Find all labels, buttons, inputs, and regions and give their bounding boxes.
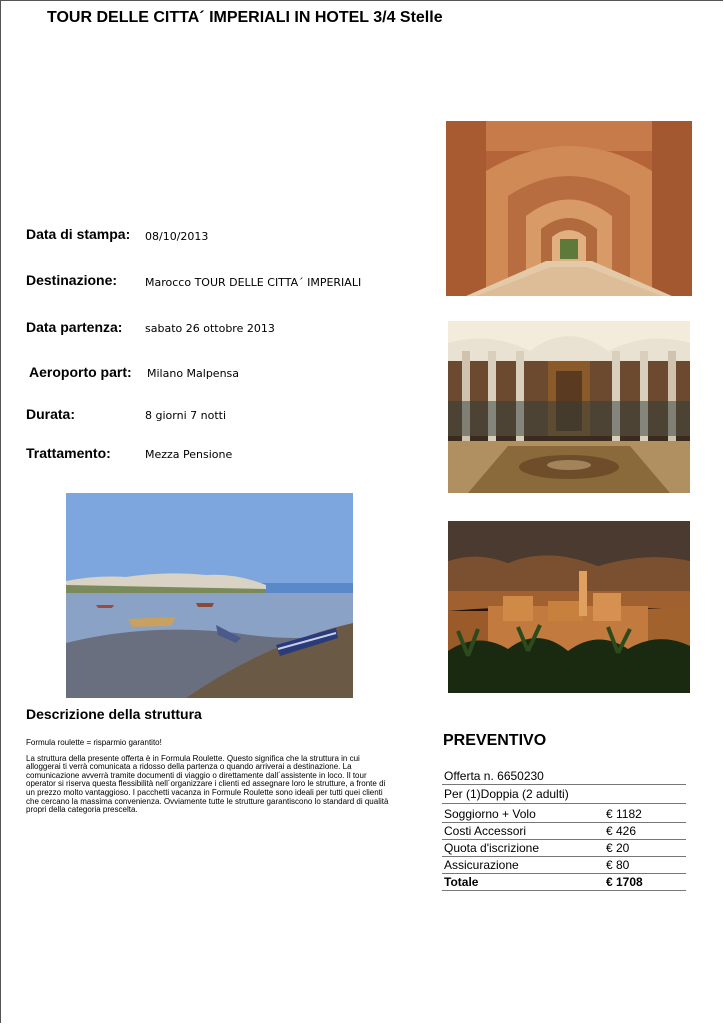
- arches-corridor-photo: [446, 121, 692, 296]
- quote-total-row: [442, 874, 686, 891]
- coastal-boats-photo: [66, 493, 353, 698]
- quote-item-price: € 426: [606, 824, 637, 838]
- description-intro: Formula roulette = risparmio garantito!: [26, 738, 162, 747]
- departure-airport-label: Aeroporto part:: [29, 364, 132, 380]
- quote-room-row: [442, 785, 686, 804]
- departure-date-label: Data partenza:: [26, 319, 123, 335]
- quote-room: Per (1)Doppia (2 adulti): [444, 787, 569, 801]
- print-date-label: Data di stampa:: [26, 226, 131, 242]
- quote-item-name: Assicurazione: [444, 858, 519, 872]
- quote-offer-row: [442, 768, 686, 785]
- departure-date-value: sabato 26 ottobre 2013: [145, 322, 275, 335]
- duration-value: 8 giorni 7 notti: [145, 409, 226, 422]
- departure-airport-value: Milano Malpensa: [147, 367, 240, 380]
- quote-item-price: € 1182: [606, 807, 642, 821]
- palace-courtyard-photo: [448, 321, 690, 493]
- board-value: Mezza Pensione: [145, 448, 233, 461]
- duration-label: Durata:: [26, 406, 76, 422]
- quote-item-name: Costi Accessori: [444, 824, 527, 838]
- page-title: TOUR DELLE CITTA´ IMPERIALI IN HOTEL 3/4 Stelle: [47, 9, 443, 26]
- quote-item-price: € 20: [606, 841, 630, 855]
- quote-item-price: € 80: [606, 858, 630, 872]
- quote-item-name: Quota d'iscrizione: [444, 841, 540, 855]
- quote-item-row: [442, 857, 686, 874]
- quote-item-name: Soggiorno + Volo: [444, 807, 536, 821]
- quote-item-row: [442, 840, 686, 857]
- destination-label: Destinazione:: [26, 272, 118, 288]
- quote-item-row: [442, 823, 686, 840]
- quote-offer-number: Offerta n. 6650230: [444, 769, 544, 783]
- desert-kasbah-photo: [448, 521, 690, 693]
- board-label: Trattamento:: [26, 445, 111, 461]
- description-text: [26, 739, 392, 822]
- quote-title: PREVENTIVO: [443, 732, 547, 749]
- quote-total-label: Totale: [444, 875, 479, 889]
- print-date-value: 08/10/2013: [145, 230, 209, 243]
- quote-table: [442, 768, 686, 891]
- description-body: La struttura della presente offerta è in Formula Roulette. Questo significa che la struttura in cui alloggerai ti verrà comunicata a ridosso della partenza o quando arriverai a destinazione. La comunicazione avverrà tramite documenti di viaggio o direttamente dall´assistente in loco. Il tour operator si riserva questa flessibilità nell´organizzare i clienti ed assegnare loro le strutture, a fronte di un prezzo molto vantaggioso. I pacchetti vacanza in Formule Roulette sono ideali per tutti quei clienti che cercano la massima convenienza. Ovviamente tutte le strutture garantiscono lo standard di qualità propri della categoria prescelta.: [26, 753, 389, 815]
- quote-item-row: [442, 806, 686, 823]
- destination-value: Marocco TOUR DELLE CITTA´ IMPERIALI: [145, 276, 362, 289]
- description-heading: Descrizione della struttura: [26, 706, 202, 722]
- quote-total-price: € 1708: [606, 875, 643, 889]
